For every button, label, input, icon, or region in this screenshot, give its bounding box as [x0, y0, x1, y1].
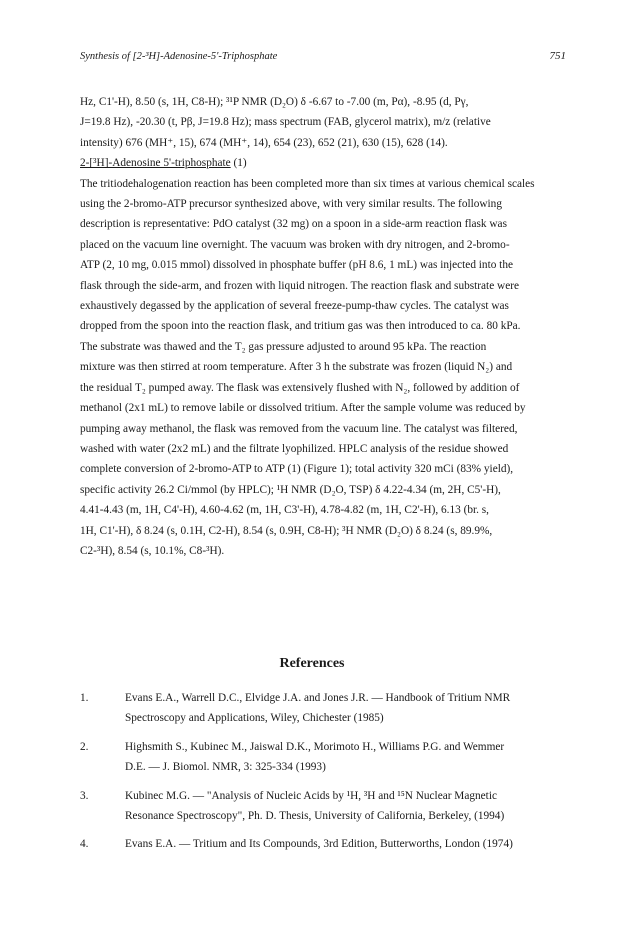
body-line: Hz, C1'-H), 8.50 (s, 1H, C8-H); ³¹P NMR (D₂O) δ -6.67 to -7.00 (m, Pα), -8.95 (d, Pγ, — [80, 96, 469, 108]
reference-line: D.E. — J. Biomol. NMR, 3: 325-334 (1993) — [125, 761, 326, 774]
body-line: J=19.8 Hz), -20.30 (t, Pβ, J=19.8 Hz); mass spectrum (FAB, glycerol matrix), m/z (relative — [80, 116, 491, 129]
reference-line: Highsmith S., Kubinec M., Jaiswal D.K., Morimoto H., Williams P.G. and Wemmer — [125, 740, 505, 753]
reference-line: Evans E.A., Warrell D.C., Elvidge J.A. and Jones J.R. — Handbook of Tritium NMR — [125, 692, 511, 704]
paragraph-line: complete conversion of 2-bromo-ATP to ATP (1) (Figure 1); total activity 320 mCi (83% yield), — [80, 463, 514, 476]
running-title: Synthesis of [2-³H]-Adenosine-5'-Triphosphate — [80, 51, 278, 62]
subheading-suffix: (1) — [230, 157, 247, 170]
section-subheading — [80, 153, 566, 173]
paragraph-line: using the 2-bromo-ATP precursor synthesized above, with very similar results. The following — [80, 198, 502, 211]
paragraph-line: The tritiodehalogenation reaction has been completed more than six times at various chemical scales — [80, 177, 535, 190]
reference-line: Resonance Spectroscopy", Ph. D. Thesis, University of California, Berkeley, (1994) — [125, 810, 505, 823]
paragraph-line: placed on the vacuum line overnight. The vacuum was broken with dry nitrogen, and 2-bromo- — [80, 238, 510, 251]
reference-number: 2. — [80, 740, 89, 753]
body-text — [80, 92, 566, 561]
procedure-paragraph — [80, 174, 566, 562]
page-number: 751 — [549, 50, 566, 62]
reference-item — [80, 688, 570, 729]
reference-line: Spectroscopy and Applications, Wiley, Chichester (1985) — [125, 712, 384, 725]
subheading-title: 2-[³H]-Adenosine 5'-triphosphate — [80, 157, 231, 170]
reference-line: Evans E.A. — Tritium and Its Compounds, 3rd Edition, Butterworths, London (1974) — [125, 838, 513, 851]
paragraph-line: methanol (2x1 mL) to remove labile or dissolved tritium. After the sample volume was reduced by — [80, 402, 526, 415]
reference-item — [80, 834, 570, 854]
paragraph-line: pumping away methanol, the flask was removed from the vacuum line. The catalyst was filtered, — [80, 422, 518, 435]
body-line: intensity) 676 (MH⁺, 15), 674 (MH⁺, 14), 654 (23), 652 (21), 630 (15), 628 (14). — [80, 136, 448, 149]
running-head — [80, 50, 566, 62]
reference-number: 1. — [80, 692, 89, 704]
reference-text — [125, 834, 570, 854]
reference-line: Kubinec M.G. — "Analysis of Nucleic Acids by ¹H, ³H and ¹⁵N Nuclear Magnetic — [125, 789, 497, 802]
continued-paragraph — [80, 92, 566, 153]
paragraph-line: washed with water (2x2 mL) and the filtrate lyophilized. HPLC analysis of the residue showed — [80, 442, 509, 455]
paragraph-line: exhaustively degassed by the application of several freeze-pump-thaw cycles. The catalyst was — [80, 300, 509, 313]
paragraph-line: ATP (2, 10 mg, 0.015 mmol) dissolved in phosphate buffer (pH 8.6, 1 mL) was injected into the — [80, 259, 513, 272]
reference-text — [125, 737, 570, 778]
paragraph-line: dropped from the spoon into the reaction flask, and tritium gas was then introduced to ca. 80 kPa. — [80, 320, 521, 333]
paragraph-line: specific activity 26.2 Ci/mmol (by HPLC); ¹H NMR (D₂O, TSP) δ 4.22-4.34 (m, 2H, C5'-H), — [80, 483, 501, 496]
paragraph-line: description is representative: PdO catalyst (32 mg) on a spoon in a side-arm reaction flask was — [80, 218, 507, 231]
paragraph-line: flask through the side-arm, and frozen with liquid nitrogen. The reaction flask and substrate were — [80, 279, 519, 292]
paragraph-line: The substrate was thawed and the T₂ gas pressure adjusted to around 95 kPa. The reaction — [80, 340, 487, 353]
paragraph-line: 4.41-4.43 (m, 1H, C4'-H), 4.60-4.62 (m, 1H, C3'-H), 4.78-4.82 (m, 1H, C2'-H), 6.13 (br. s, — [80, 504, 489, 517]
paragraph-line: C2-³H), 8.54 (s, 10.1%, C8-³H). — [80, 544, 225, 557]
paragraph-line: 1H, C1'-H), δ 8.24 (s, 0.1H, C2-H), 8.54 (s, 0.9H, C8-H); ³H NMR (D₂O) δ 8.24 (s, 89.9%, — [80, 524, 493, 537]
paragraph-line: the residual T₂ pumped away. The flask was extensively flushed with N₂, followed by addition of — [80, 381, 520, 394]
reference-item — [80, 786, 570, 827]
reference-list — [80, 688, 570, 863]
reference-text — [125, 688, 570, 729]
paragraph-line: mixture was then stirred at room temperature. After 3 h the substrate was frozen (liquid N₂) and — [80, 361, 513, 374]
references-heading: References — [279, 656, 345, 671]
reference-text — [125, 786, 570, 827]
reference-number: 4. — [80, 838, 89, 851]
reference-number: 3. — [80, 789, 89, 802]
reference-item — [80, 737, 570, 778]
